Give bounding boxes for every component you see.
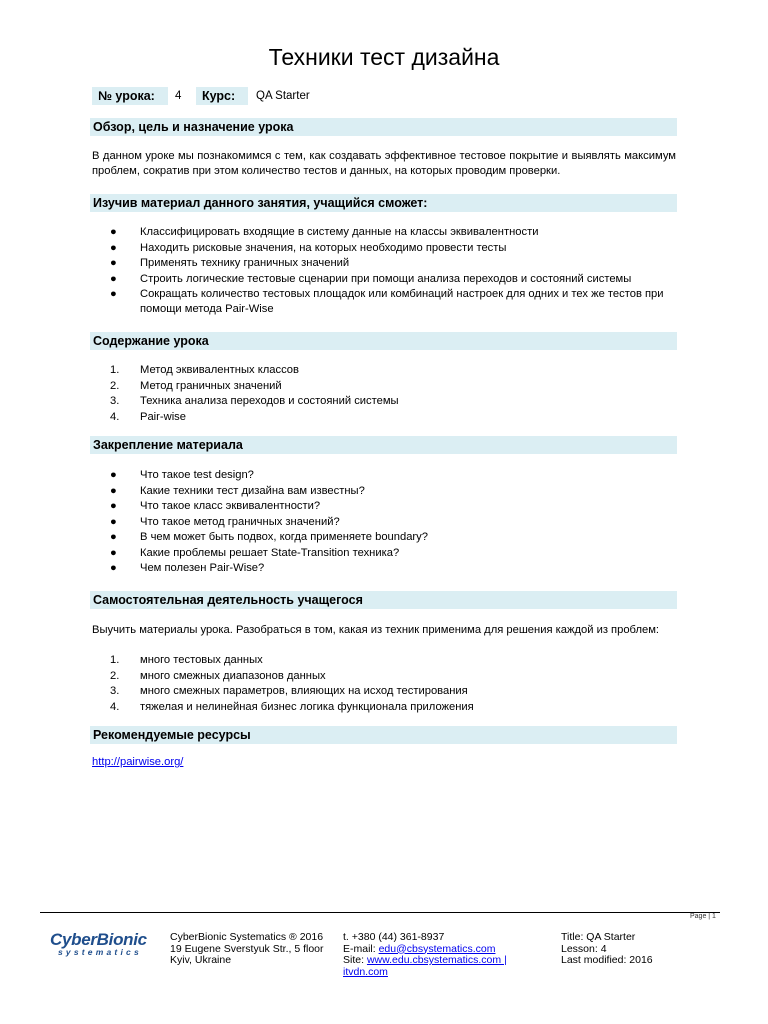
company-name: CyberBionic Systematics ® 2016 <box>170 931 324 943</box>
list-item-text: много смежных параметров, влияющих на исход тестирования <box>140 685 468 697</box>
list-item-text: Сокращать количество тестовых площадок или комбинаций настроек для одних и тех же тестов при помощи метода Pair-Wise <box>140 288 664 315</box>
list-item-text: Что такое класс эквивалентности? <box>140 500 321 512</box>
list-item <box>110 530 680 546</box>
list-item <box>110 561 680 577</box>
list-item-text: Применять технику граничных значений <box>140 257 350 269</box>
company-city: Kyiv, Ukraine <box>170 954 232 966</box>
list-item <box>110 484 680 500</box>
list-number: 3. <box>110 395 120 407</box>
bullet: ● <box>110 484 117 497</box>
list-item <box>110 394 680 410</box>
bullet: ● <box>110 469 117 481</box>
list-item <box>110 363 680 379</box>
course-label: Курс: <box>196 87 248 105</box>
independent-list <box>110 653 680 715</box>
review-heading: Закрепление материала <box>90 436 677 454</box>
list-item-text: много тестовых данных <box>140 654 263 666</box>
independent-heading: Самостоятельная деятельность учащегося <box>90 591 677 609</box>
email-label: E-mail: <box>343 942 379 955</box>
list-item-text: Метод эквивалентных классов <box>140 364 299 376</box>
list-item <box>110 410 680 426</box>
company-logo <box>50 930 160 957</box>
independent-text: Выучить материалы урока. Разобраться в том, какая из техник применима для решения каждой из проблем: <box>92 624 660 636</box>
list-item <box>110 225 680 241</box>
page-number: Page | 1 <box>690 913 716 920</box>
doc-modified: Last modified: 2016 <box>561 954 653 966</box>
list-item-text: Что такое test design? <box>140 469 254 481</box>
list-item <box>110 287 680 317</box>
bullet: ● <box>110 257 117 269</box>
footer-info <box>561 932 653 967</box>
itvdn-link[interactable]: itvdn.com <box>343 965 388 978</box>
list-item <box>110 379 680 395</box>
list-item-text: Pair-wise <box>140 410 187 423</box>
list-number: 4. <box>110 410 120 423</box>
list-item <box>110 546 680 562</box>
site-link[interactable]: www.edu.cbsystematics.com | <box>366 954 507 966</box>
logo-wordmark: CyberBionic <box>50 930 147 949</box>
outcomes-heading: Изучив материал данного занятия, учащийся сможет: <box>90 194 677 212</box>
phone-number: t. +380 (44) 361-8937 <box>343 931 445 943</box>
email-link[interactable]: edu@cbsystematics.com <box>378 942 496 955</box>
list-item <box>110 241 680 257</box>
course-value: QA Starter <box>256 90 310 102</box>
list-item-text: Какие проблемы решает State-Transition техника? <box>140 546 400 559</box>
bullet: ● <box>110 241 117 254</box>
list-number: 3. <box>110 685 120 697</box>
doc-lesson: Lesson: 4 <box>561 942 607 955</box>
logo-subtitle: systematics <box>58 947 142 957</box>
bullet: ● <box>110 226 117 238</box>
list-item <box>110 684 680 700</box>
list-item-text: Чем полезен Pair-Wise? <box>140 562 265 574</box>
list-item <box>110 468 680 484</box>
bullet: ● <box>110 531 117 543</box>
list-item-text: Строить логические тестовые сценарии при помощи анализа переходов и состояний системы <box>140 272 632 285</box>
resources-heading: Рекомендуемые ресурсы <box>90 726 677 744</box>
bullet: ● <box>110 272 117 285</box>
bullet: ● <box>110 546 117 559</box>
list-number: 4. <box>110 700 120 713</box>
outcomes-list <box>110 225 680 317</box>
list-item <box>110 669 680 685</box>
list-number: 2. <box>110 669 120 682</box>
contents-heading: Содержание урока <box>90 332 677 350</box>
list-item <box>110 256 680 272</box>
list-item <box>110 499 680 515</box>
list-item-text: В чем может быть подвох, когда применяете boundary? <box>140 531 428 543</box>
overview-heading: Обзор, цель и назначение урока <box>90 118 677 136</box>
list-item-text: тяжелая и нелинейная бизнес логика функционала приложения <box>140 700 474 713</box>
list-item-text: Метод граничных значений <box>140 379 282 392</box>
company-address: 19 Eugene Sverstyuk Str., 5 floor <box>170 942 324 955</box>
review-list <box>110 468 680 577</box>
lesson-number-label: № урока: <box>92 87 168 105</box>
footer-divider <box>40 912 720 913</box>
list-item-text: Техника анализа переходов и состояний системы <box>140 395 399 407</box>
footer-contacts <box>343 932 507 978</box>
list-item <box>110 515 680 531</box>
bullet: ● <box>110 515 117 528</box>
resource-link[interactable]: http://pairwise.org/ <box>92 756 184 768</box>
doc-title: Title: QA Starter <box>561 931 636 943</box>
list-item-text: Что такое метод граничных значений? <box>140 515 340 528</box>
site-label: Site: <box>343 954 367 966</box>
contents-list <box>110 363 680 425</box>
list-item-text: Находить рисковые значения, на которых необходимо провести тесты <box>140 241 507 254</box>
list-number: 2. <box>110 379 120 392</box>
list-item-text: Какие техники тест дизайна вам известны? <box>140 484 365 497</box>
bullet: ● <box>110 500 117 512</box>
list-item-text: много смежных диапазонов данных <box>140 669 326 682</box>
list-item <box>110 700 680 716</box>
site-line-2 <box>343 967 507 979</box>
lesson-number-value: 4 <box>175 90 182 102</box>
document-title: Техники тест дизайна <box>268 44 500 70</box>
list-number: 1. <box>110 364 120 376</box>
bullet: ● <box>110 288 117 300</box>
overview-text: В данном уроке мы познакомимся с тем, как создавать эффективное тестовое покрытие и выявлять максимум проблем, сократив при этом количество тестов и данных, на которых проводим проверки. <box>92 150 676 177</box>
list-item <box>110 653 680 669</box>
list-item-text: Классифицировать входящие в систему данные на классы эквивалентности <box>140 226 539 238</box>
list-item <box>110 272 680 288</box>
footer-company <box>170 932 324 967</box>
bullet: ● <box>110 562 117 574</box>
list-number: 1. <box>110 654 120 666</box>
